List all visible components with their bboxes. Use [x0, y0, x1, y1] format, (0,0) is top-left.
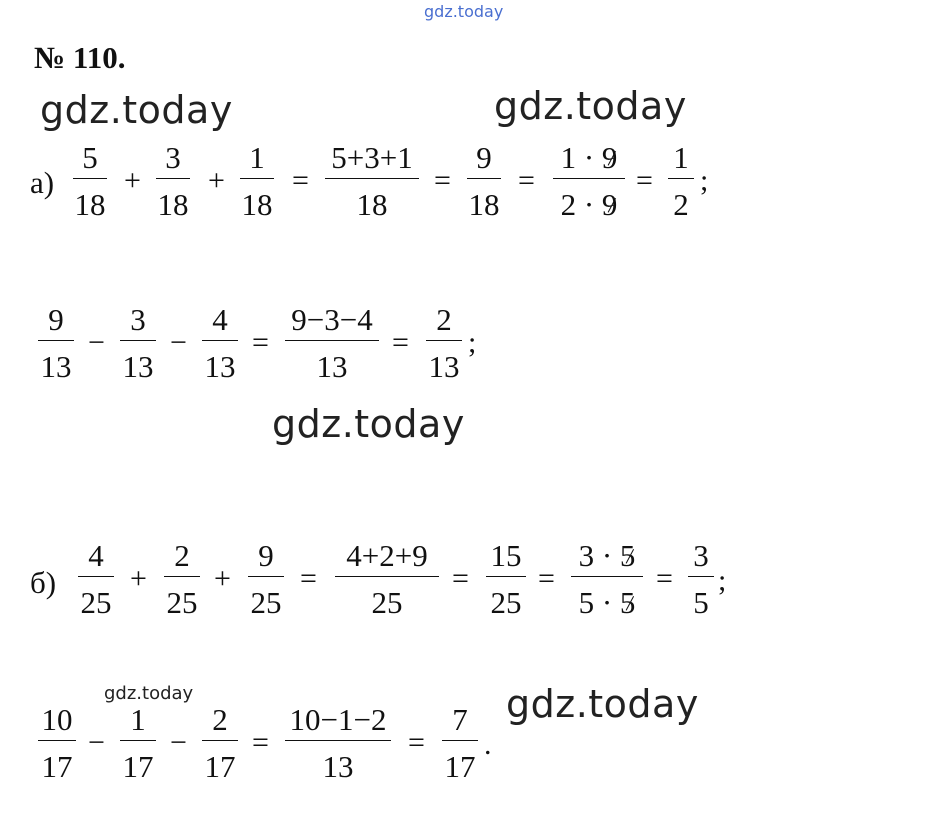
- plus-sign: +: [214, 562, 231, 595]
- fraction: 3 5: [686, 540, 716, 623]
- equals-sign: =: [392, 326, 409, 359]
- fraction: 15 25: [484, 540, 528, 623]
- watermark: gdz.today: [506, 682, 699, 726]
- equals-sign: =: [538, 562, 555, 595]
- equals-sign: =: [636, 164, 653, 197]
- equals-sign: =: [518, 164, 535, 197]
- plus-sign: +: [124, 164, 141, 197]
- fraction: 3 13: [118, 304, 158, 387]
- equals-sign: =: [656, 562, 673, 595]
- fraction: 9−3−4 13: [284, 304, 380, 387]
- fraction: 7 17: [440, 704, 480, 787]
- equals-sign: =: [252, 326, 269, 359]
- plus-sign: +: [130, 562, 147, 595]
- equals-sign: =: [300, 562, 317, 595]
- part-label-b: б): [30, 565, 57, 600]
- equals-sign: =: [434, 164, 451, 197]
- fraction: 2 13: [424, 304, 464, 387]
- fraction-cancelled: 3 · 5 5 · 5: [570, 540, 644, 623]
- fraction: 1 18: [241, 140, 273, 222]
- fraction: 2 17: [200, 704, 240, 787]
- watermark: gdz.today: [494, 84, 687, 128]
- part-label-a: а): [30, 165, 55, 200]
- strike-digit: 9: [601, 187, 618, 222]
- watermark-small: gdz.today: [104, 683, 194, 704]
- fraction: 3 18: [157, 140, 189, 222]
- fraction: 10 17: [36, 704, 78, 787]
- fraction: 4 13: [200, 304, 240, 387]
- fraction: 9 18: [468, 140, 500, 222]
- watermark-top: gdz.today: [424, 2, 504, 21]
- minus-sign: −: [170, 726, 187, 759]
- fraction: 1 2: [666, 142, 696, 225]
- equals-sign: =: [408, 726, 425, 759]
- fraction: 4+2+9 25: [334, 540, 440, 623]
- plus-sign: +: [208, 164, 225, 197]
- semicolon: ;: [718, 564, 727, 597]
- fraction: 1 17: [118, 704, 158, 787]
- fraction-cancelled: 1 · 9 2 · 9: [552, 142, 626, 225]
- equals-sign: =: [252, 726, 269, 759]
- semicolon: ;: [468, 326, 477, 359]
- semicolon: ;: [700, 164, 709, 197]
- fraction: 9 13: [36, 304, 76, 387]
- equals-sign: =: [452, 562, 469, 595]
- fraction: 5 18: [74, 140, 106, 222]
- watermark: gdz.today: [272, 402, 465, 446]
- minus-sign: −: [88, 726, 105, 759]
- period: .: [484, 728, 492, 761]
- minus-sign: −: [170, 326, 187, 359]
- fraction: 2 25: [162, 540, 202, 623]
- fraction: 10−1−2 13: [284, 704, 392, 787]
- fraction: 9 25: [246, 540, 286, 623]
- minus-sign: −: [88, 326, 105, 359]
- fraction: 5+3+1 18: [324, 142, 420, 225]
- equals-sign: =: [292, 164, 309, 197]
- strike-digit: 5: [619, 538, 636, 573]
- problem-number: № 110.: [34, 40, 126, 75]
- strike-digit: 5: [619, 585, 636, 620]
- strike-digit: 9: [601, 140, 618, 175]
- watermark: gdz.today: [40, 88, 233, 132]
- fraction: 4 25: [76, 540, 116, 623]
